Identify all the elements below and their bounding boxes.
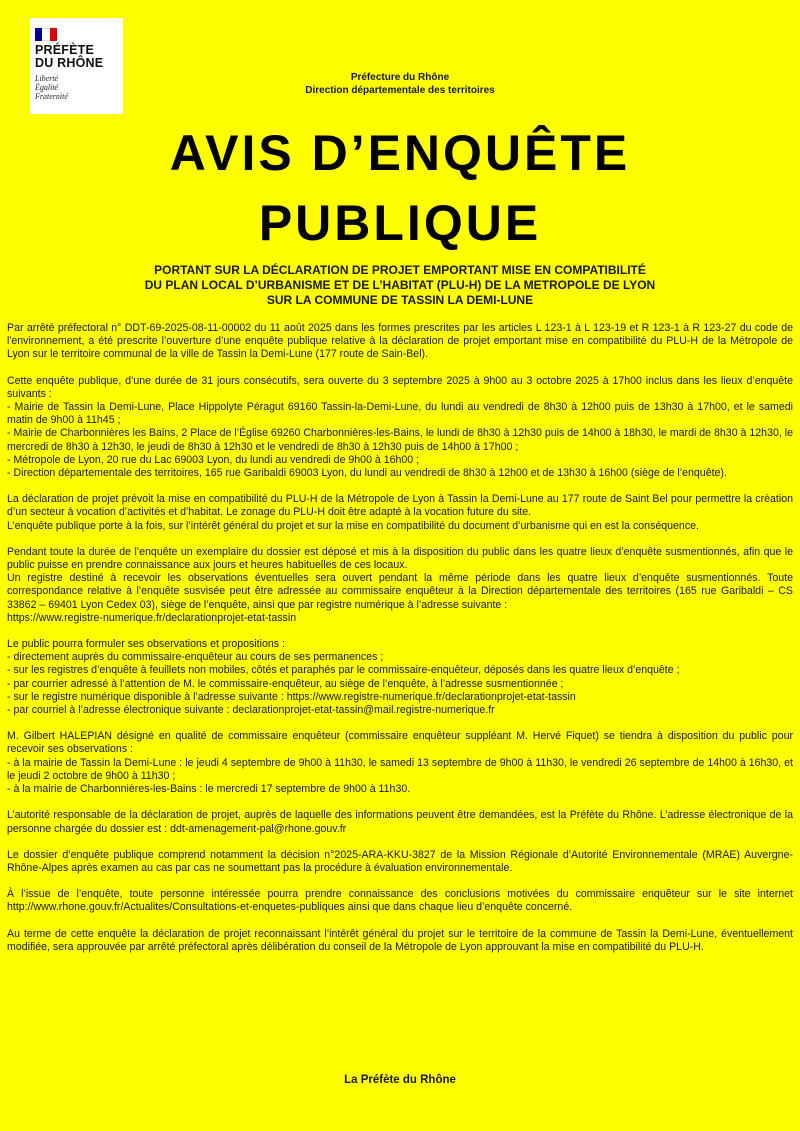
paragraph-authority: [7, 809, 793, 835]
subtitle: [40, 263, 760, 308]
observation-item: - par courrier adressé à l’attention de M. le commissaire-enquêteur, au siège de l’enquête, à l’adresse susmentionnée ;: [7, 677, 564, 690]
paragraph-observations: [7, 638, 793, 717]
paragraph-conclusions: [7, 888, 793, 914]
paragraph-line: Le dossier d’enquête publique comprend notamment la décision n°2025-ARA-KKU-3827 de la Mission Régionale d’Autorité Environnementale (MRAE) Auvergne-Rhône-Alpes après examen au cas par cas ne soumettant pas la procédure à évaluation environnementale.: [7, 848, 793, 874]
subtitle-line2: DU PLAN LOCAL D’URBANISME ET DE L’HABITAT (PLU-H) DE LA METROPOLE DE LYON: [144, 278, 656, 292]
directorate-name: Direction départementale des territoires: [305, 85, 495, 96]
paragraph-line: À l’issue de l’enquête, toute personne intéressée pourra prendre connaissance des conclusions motivées du commissaire enquêteur sur le site internet http://www.rhone.gouv.fr/Actualites/Consultations-et-enquetes-publiques ainsi que dans chaque lieu d’enquête concerné.: [7, 888, 793, 914]
observation-item: - sur les registres d’enquête à feuillets non mobiles, côtés et paraphés par le commissaire-enquêteur, déposés dans les quatre lieux d’enquête ;: [7, 664, 680, 677]
notice-body: [7, 322, 793, 967]
paragraph-line: La déclaration de projet prévoit la mise en compatibilité du PLU-H de la Métropole de Lyon à Tassin la Demi-Lune au 177 route de Saint Bel pour permettre la création d’un secteur à vocation d’activités et d’habitat. Le zonage du PLU-H doit être adapté à la vocation future du site.: [7, 493, 793, 519]
location-item: - Mairie de Tassin la Demi-Lune, Place Hippolyte Péragut 69160 Tassin-la-Demi-Lune, du lundi au vendredi de 8h30 à 12h00 puis de 13h30 à 17h00, et le samedi matin de 9h00 à 11h45 ;: [7, 401, 793, 427]
paragraph-line: Le public pourra formuler ses observations et propositions :: [7, 638, 285, 651]
title-line1: AVIS D’ENQUÊTE: [169, 125, 631, 181]
prefecture-logo: [30, 18, 123, 114]
motto-egalite: Égalité: [35, 83, 59, 92]
paragraph-line: Pendant toute la durée de l’enquête un exemplaire du dossier est déposé et mis à la disposition du public dans les quatre lieux d’enquête susmentionnés, afin que le public puisse en prendre connaissance aux jours et heures habituelles de ces locaux.: [7, 545, 793, 572]
paragraph-project: [7, 493, 793, 533]
subtitle-line3: SUR LA COMMUNE DE TASSIN LA DEMI-LUNE: [266, 293, 534, 307]
permanence-item: - à la mairie de Charbonnières-les-Bains : le mercredi 17 septembre de 9h00 à 11h30.: [7, 783, 411, 796]
signature: La Préfète du Rhône: [344, 1074, 456, 1086]
subtitle-line1: PORTANT SUR LA DÉCLARATION DE PROJET EMPORTANT MISE EN COMPATIBILITÉ: [154, 263, 646, 277]
observation-item: - sur le registre numérique disponible à l’adresse suivante : https://www.registre-numerique.fr/declarationprojet-etat-tassin: [7, 690, 576, 703]
page-title: [0, 118, 800, 258]
registre-url: https://www.registre-numerique.fr/declarationprojet-etat-tassin: [7, 611, 297, 624]
logo-name-line1: PRÉFÈTE: [35, 43, 95, 57]
title-line2: PUBLIQUE: [258, 195, 542, 251]
observation-item: - directement auprès du commissaire-enquêteur au cours de ses permanences ;: [7, 651, 384, 664]
paragraph-line: Par arrêté préfectoral n° DDT-69-2025-08-11-00002 du 11 août 2025 dans les formes prescrites par les articles L 123-1 à L 123-19 et R 123-1 à R 123-27 du code de l'environnement, a été prescrite l’ouverture d’une enquête publique relative à la déclaration de projet emportant mise en compatibilité du PLU-H de la Métropole de Lyon sur le territoire communal de la ville de Tassin la Demi-Lune (177 route de Sain-Bel).: [7, 322, 793, 361]
observation-item: - par courriel à l’adresse électronique suivante : declarationprojet-etat-tassin@mail.registre-numerique.fr: [7, 704, 495, 717]
location-item: - Métropole de Lyon, 20 rue du Lac 69003 Lyon, du lundi au vendredi de 9h00 à 16h00 ;: [7, 453, 420, 466]
location-item: - Mairie de Charbonnières les Bains, 2 Place de l’Église 69260 Charbonnières-les-Bains, le lundi de 8h30 à 12h30 puis de 14h00 à 18h30, le mardi de 8h30 à 12h30, le mercredi de 8h30 à 12h30, le jeudi de 8h30 à 12h30 et le vendredi de 8h30 à 12h30 puis de 14h00 à 17h00 ;: [7, 427, 793, 453]
paragraph-arrete: [7, 322, 793, 362]
issuing-authority: [0, 71, 800, 97]
paragraph-dossier: [7, 546, 793, 625]
paragraph-line: M. Gilbert HALEPIAN désigné en qualité de commissaire enquêteur (commissaire enquêteur suppléant M. Hervé Fiquet) se tiendra à disposition du public pour recevoir ses observations :: [7, 730, 793, 756]
paragraph-line: L’enquête publique porte à la fois, sur l’intérêt général du projet et sur la mise en compatibilité du document d’urbanisme qui en est la conséquence.: [7, 519, 699, 532]
paragraph-line: Cette enquête publique, d’une durée de 31 jours consécutifs, sera ouverte du 3 septembre 2025 à 9h00 au 3 octobre 2025 à 17h00 inclus dans les lieux d’enquête suivants :: [7, 374, 793, 400]
paragraph-approval: [7, 928, 793, 954]
permanence-item: - à la mairie de Tassin la Demi-Lune : le jeudi 4 septembre de 9h00 à 11h30, le samedi 13 septembre de 9h00 à 11h30, le vendredi 26 septembre de 14h00 à 16h30, et le jeudi 2 octobre de 9h00 à 11h30 ;: [7, 756, 793, 782]
marianne-flag-icon: [35, 28, 57, 41]
location-item: - Direction départementale des territoires, 165 rue Garibaldi 69003 Lyon, du lundi au vendredi de 8h30 à 12h00 et de 13h30 à 16h00 (siège de l’enquête).: [7, 467, 727, 480]
paragraph-line: Un registre destiné à recevoir les observations éventuelles sera ouvert pendant la même période dans les quatre lieux d’enquête susmentionnés. Toute correspondance relative à l’enquête susvisée peut être adressée au commissaire enquêteur à la Direction départementale des territoires (165 rue Garibaldi – CS 33862 – 69401 Lyon Cedex 03), siège de l’enquête, ainsi que par registre numérique à l’adresse suivante :: [7, 572, 793, 611]
paragraph-mrae: [7, 849, 793, 875]
prefecture-name: Préfecture du Rhône: [350, 72, 450, 83]
paragraph-line: L’autorité responsable de la déclaration de projet, auprès de laquelle des informations peuvent être demandées, est la Préfète du Rhône. L’adresse électronique de la personne chargée du dossier est : ddt-amenagement-pal@rhone.gouv.fr: [7, 809, 793, 835]
motto-liberte: Liberté: [35, 74, 59, 83]
motto-fraternite: Fraternité: [35, 92, 68, 101]
paragraph-commissaire: [7, 730, 793, 796]
paragraph-locations: [7, 375, 793, 481]
logo-name-line2: DU RHÔNE: [35, 56, 104, 70]
paragraph-line: Au terme de cette enquête la déclaration de projet reconnaissant l’intérêt général du projet sur le territoire de la commune de Tassin la Demi-Lune, éventuellement modifiée, sera approuvée par arrêté préfectoral après délibération du conseil de la Métropole de Lyon approuvant la mise en compatibilité du PLU-H.: [7, 927, 793, 953]
